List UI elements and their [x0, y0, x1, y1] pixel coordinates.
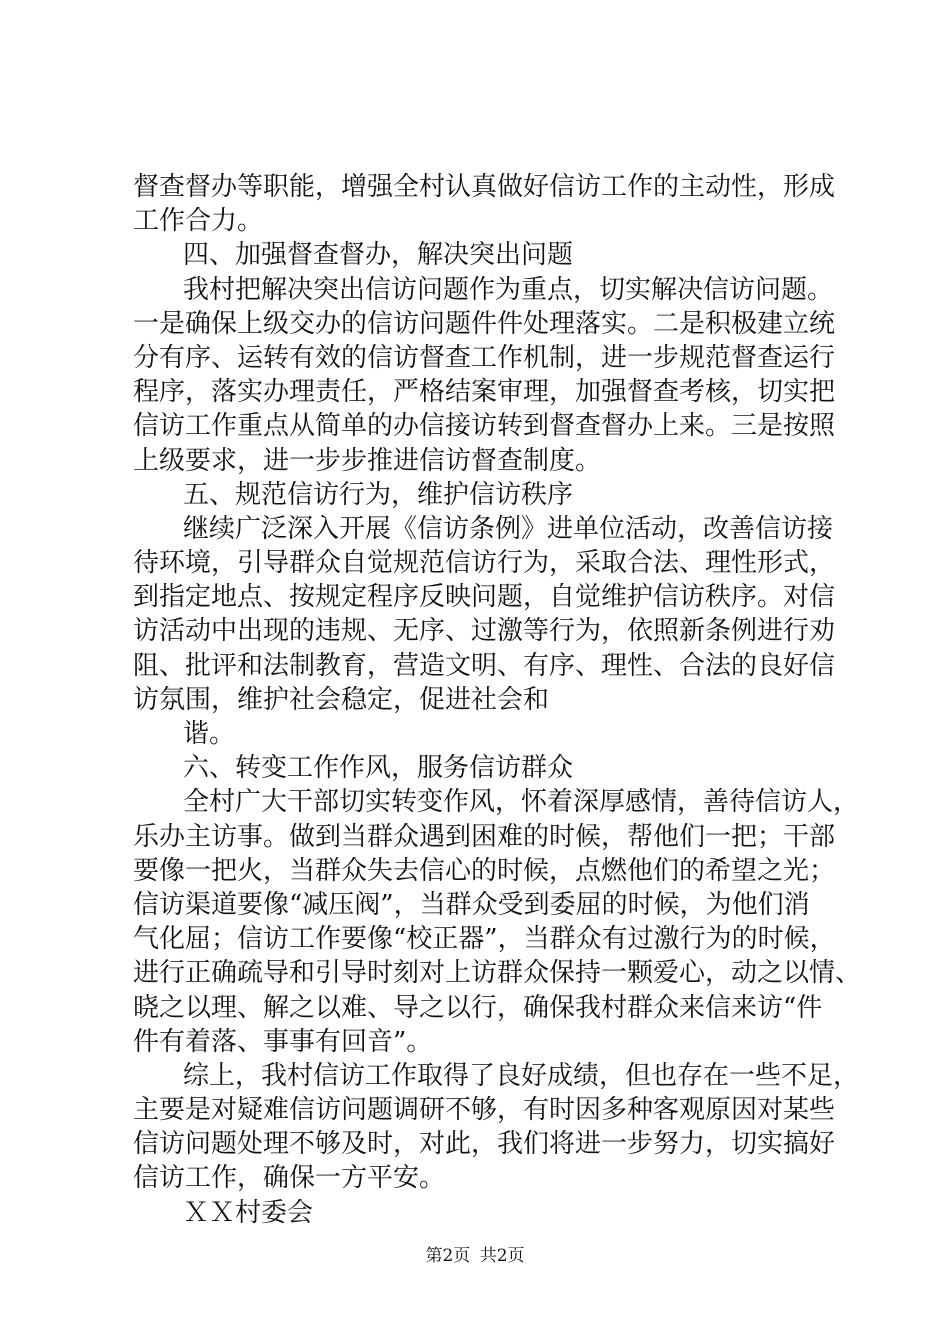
section-heading-4: 四、加强督查督办，解决突出问题: [183, 240, 574, 271]
text-line: 谐。: [183, 719, 236, 749]
text-line: 督查督办等职能，增强全村认真做好信访工作的主动性，形成: [133, 172, 836, 202]
page-footer: [0, 1245, 950, 1267]
text-line: 晓之以理、解之以难、导之以行，确保我村群众来信来访“件: [133, 992, 823, 1023]
text-line: 信访工作，确保一方平安。: [133, 1163, 446, 1194]
text-line: 程序，落实办理责任，严格结案审理，加强督查考核，切实把: [133, 377, 836, 408]
text-line: 待环境，引导群众自觉规范信访行为，采取合法、理性形式，: [133, 548, 836, 579]
text-line: 进行正确疏导和引导时刻对上访群众保持一颗爱心，动之以情、: [133, 958, 862, 989]
page-number: 第2页: [425, 1246, 471, 1266]
text-line: 信访渠道要像“减压阀”，当群众受到委屈的时候，为他们消: [133, 889, 810, 920]
text-line: 工作合力。: [133, 206, 264, 237]
text-line: 阻、批评和法制教育，营造文明、有序、理性、合法的良好信: [133, 650, 836, 681]
text-line: 乐办主访事。做到当群众遇到困难的时候，帮他们一把；干部: [133, 821, 836, 852]
section-heading-5: 五、规范信访行为，维护信访秩序: [183, 479, 574, 510]
section-heading-6: 六、转变工作作风，服务信访群众: [183, 753, 574, 784]
signature-line: ＸＸ村委会: [183, 1197, 314, 1228]
text-line: 访活动中出现的违规、无序、过激等行为，依照新条例进行劝: [133, 616, 836, 647]
text-line: 综上，我村信访工作取得了良好成绩，但也存在一些不足，: [183, 1060, 860, 1091]
text-line: 上级要求，进一步步推进信访督查制度。: [133, 445, 602, 476]
text-line: 分有序、运转有效的信访督查工作机制，进一步规范督查运行: [133, 342, 836, 373]
text-line: 信访工作重点从简单的办信接访转到督查督办上来。三是按照: [133, 411, 836, 442]
text-line: 全村广大干部切实转变作风，怀着深厚感情，善待信访人，: [183, 787, 860, 818]
text-line: 信访问题处理不够及时，对此，我们将进一步努力，切实搞好: [133, 1129, 836, 1160]
text-line: 到指定地点、按规定程序反映问题，自觉维护信访秩序。对信: [133, 582, 836, 613]
page-total: 共2页: [479, 1246, 525, 1266]
text-line: 一是确保上级交办的信访问题件件处理落实。二是积极建立统: [133, 308, 836, 339]
text-line: 主要是对疑难信访问题调研不够，有时因多种客观原因对某些: [133, 1095, 836, 1126]
text-line: 要像一把火，当群众失去信心的时候，点燃他们的希望之光；: [133, 855, 836, 886]
document-body: [133, 170, 862, 1230]
text-line: 我村把解决突出信访问题作为重点，切实解决信访问题。: [183, 274, 834, 305]
text-line: 件有着落、事事有回音”。: [133, 1026, 433, 1057]
text-line: 气化屈；信访工作要像“校正器”，当群众有过激行为的时候，: [133, 924, 836, 955]
text-line: 继续广泛深入开展《信访条例》进单位活动，改善信访接: [183, 513, 834, 544]
text-line: 访氛围，维护社会稳定，促进社会和: [133, 684, 550, 715]
